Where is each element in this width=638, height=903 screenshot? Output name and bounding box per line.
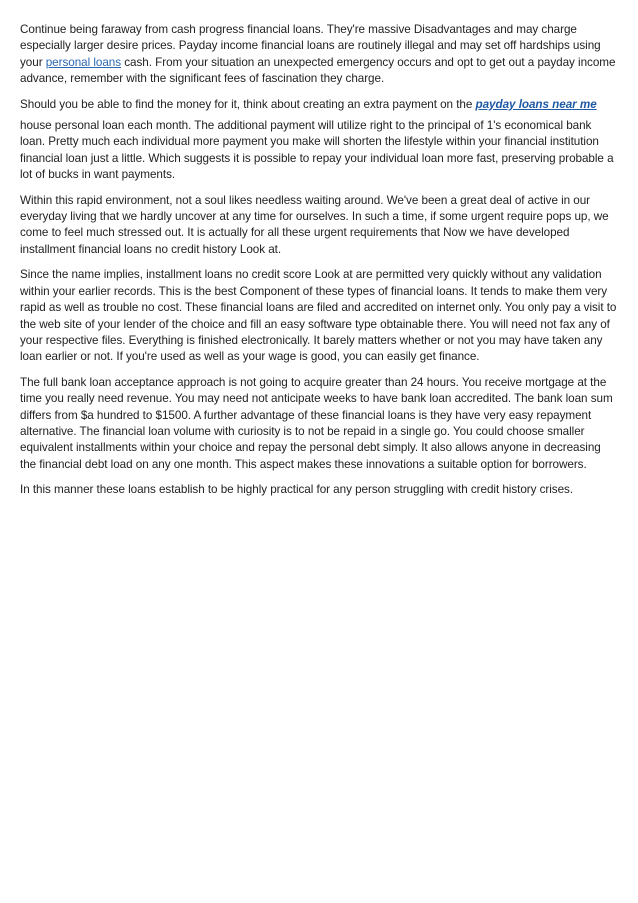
paragraph-1-text-after: cash. From your situation an unexpected emergency occurs and opt to get out a payday income advance, remember with the significant fees of fascination they charge.	[20, 55, 616, 86]
paragraph-2-text: Should you be able to find the money for it, think about creating an extra payment on the	[20, 97, 476, 111]
paragraph-4: Within this rapid environment, not a soul likes needless waiting around. We've been a great deal of active in our everyday living that we hardly uncover at any time for ourselves. In such a time, if some urgent require pops up, we come to feel much stressed out. It is actually for all these urgent requirements that Now we have developed installment financial loans no credit history Look at.	[20, 193, 609, 256]
personal-loans-link[interactable]: personal loans	[45, 55, 122, 69]
paragraph-1	[20, 22, 618, 88]
paragraph-3: house personal loan each month. The additional payment will utilize right to the principal of 1's economical bank loan. Pretty much each individual more payment you make will shorten the lifestyle within your financial institution financial loan just a little. Which suggests it is possible to repay your individual loan more fast, preserving probable a lot of bucks in want payments.	[20, 119, 614, 182]
payday-loans-near-me-link[interactable]: payday loans near me	[475, 97, 597, 111]
paragraph-2	[20, 97, 618, 113]
paragraph-1-text-before: Continue being faraway from cash progress financial loans. They're massive Disadvantages and may charge especially larger desire prices. Payday income financial loans are routinely illegal and may set off hardships using your	[20, 23, 601, 69]
paragraph-7: In this manner these loans establish to be highly practical for any person struggling with credit history crises.	[20, 483, 574, 497]
paragraph-5: Since the name implies, installment loans no credit score Look at are permitted very quickly without any validation within your earlier records. This is the best Component of these types of financial loans. It tends to make them very rapid as well as trouble no cost. These financial loans are filed and accredited on internet only. You only pay a visit to the web site of your lender of the choice and fill an easy software type obtainable there. You will need not fax any of your respective files. Everything is finished electronically. It barely matters whether or not you may have taken any loan earlier or not. If you're used as well as your wage is good, you can easily get finance.	[20, 268, 617, 364]
document-page	[20, 22, 618, 508]
paragraph-6: The full bank loan acceptance approach is not going to acquire greater than 24 hours. You receive mortgage at the time you really need revenue. You may need not anticipate weeks to have bank loan accredited. The bank loan sum differs from $a hundred to $1500. A further advantage of these financial loans is they have very easy repayment alternative. The financial loan volume with curiosity is to not be repaid in a single go. You could choose smaller equivalent installments within your choice and repay the personal debt simply. It also allows anyone in decreasing the financial debt load on any one month. This aspect makes these innovations a suitable option for borrowers.	[20, 375, 613, 471]
